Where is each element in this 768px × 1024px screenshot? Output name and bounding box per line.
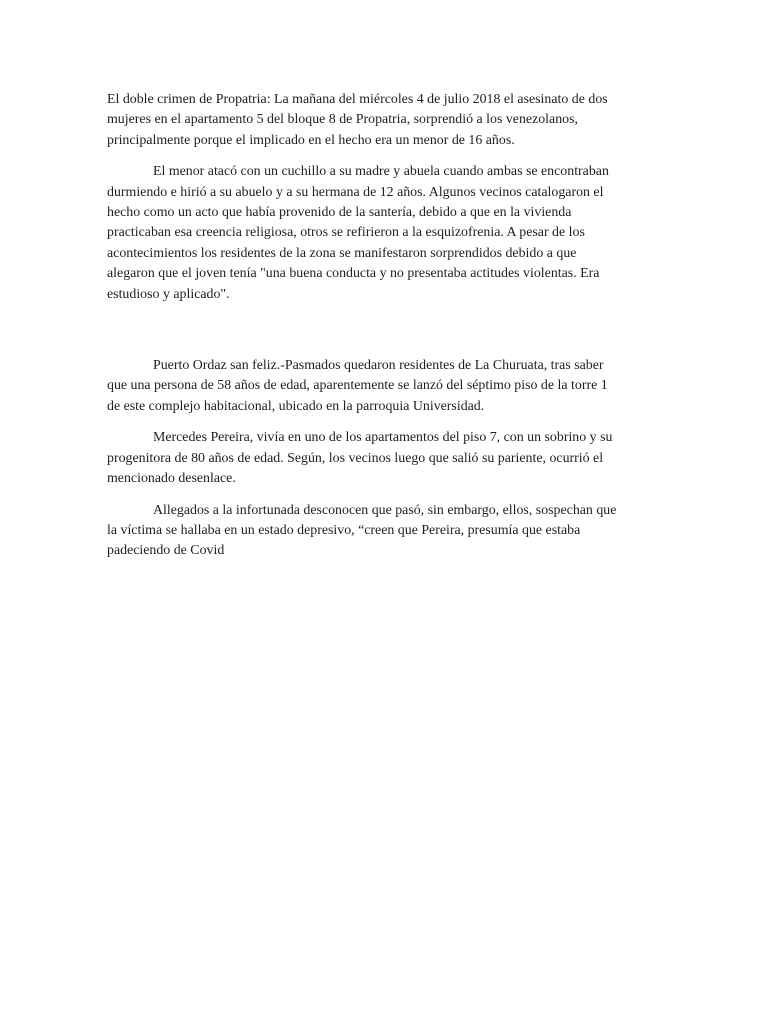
paragraph-churuata-intro: Puerto Ordaz san feliz.-Pasmados quedaron residentes de La Churuata, tras saber que una persona de 58 años de edad, aparentemente se lanzó del séptimo piso de la torre 1 de este complejo habitacional, ubicado en la parroquia Universidad. — [107, 358, 608, 414]
paragraph-mercedes-pereira: Mercedes Pereira, vivía en uno de los apartamentos del piso 7, con un sobrino y su progenitora de 80 años de edad. Según, los vecinos luego que salió su pariente, ocurrió el mencionado desenlace. — [107, 430, 613, 487]
paragraph-propatria-details: El menor atacó con un cuchillo a su madre y abuela cuando ambas se encontraban durmiendo e hirió a su abuelo y a su hermana de 12 años. Algunos vecinos catalogaron el hecho como un acto que había provenido de la santería, debido a que en la vivienda practicaban esa creencia religiosa, otros se refirieron a la esquizofrenia. A pesar de los acontecimientos los residentes de la zona se manifestaron sorprendidos debido a que alegaron que el joven tenía "una buena conducta y no presentaba actitudes violentas. Era estudioso y aplicado". — [107, 164, 609, 302]
paragraph-propatria-intro: El doble crimen de Propatria: La mañana del miércoles 4 de julio 2018 el asesinato de dos mujeres en el apartamento 5 del bloque 8 de Propatria, sorprendió a los venezolanos, principalmente porque el implicado en el hecho era un menor de 16 años. — [107, 92, 608, 148]
paragraph-allegados: Allegados a la infortunada desconocen que pasó, sin embargo, ellos, sospechan que la víctima se hallaba en un estado depresivo, “creen que Pereira, presumía que estaba padeciendo de Covid — [107, 502, 617, 559]
document-page — [107, 90, 663, 573]
paragraph-spacer — [107, 316, 663, 356]
